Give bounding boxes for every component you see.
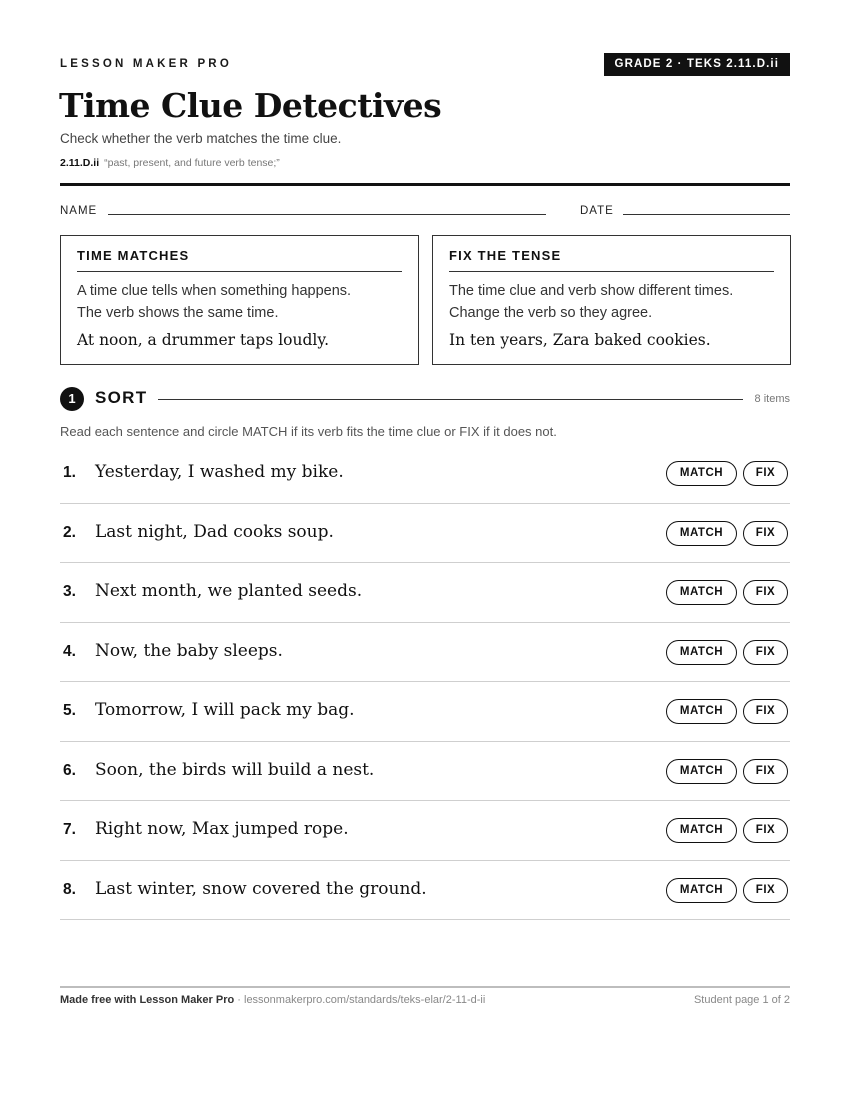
fix-button[interactable]: FIX [743, 818, 788, 843]
date-label: DATE [580, 205, 614, 217]
list-item [60, 742, 790, 802]
item-number: 5. [63, 702, 76, 719]
box-heading: FIX THE TENSE [449, 248, 774, 272]
box-example: In ten years, Zara baked cookies. [449, 331, 711, 349]
header-divider [60, 183, 790, 186]
section-title: SORT [95, 388, 148, 407]
fix-the-tense-box [432, 235, 791, 365]
fix-button[interactable]: FIX [743, 878, 788, 903]
standard-line [60, 157, 280, 169]
list-item [60, 801, 790, 861]
box-heading: TIME MATCHES [77, 248, 402, 272]
item-sentence: Right now, Max jumped rope. [95, 819, 349, 839]
grade-badge: GRADE 2 · TEKS 2.11.D.ii [604, 53, 790, 76]
fix-button[interactable]: FIX [743, 640, 788, 665]
box-text-line: The time clue and verb show different times. [449, 283, 734, 299]
box-text-line: The verb shows the same time. [77, 305, 279, 321]
match-button[interactable]: MATCH [666, 878, 737, 903]
list-item [60, 682, 790, 742]
item-sentence: Yesterday, I washed my bike. [95, 462, 344, 482]
footer-url: · lessonmakerpro.com/standards/teks-elar/2-11-d-ii [234, 994, 486, 1006]
match-button[interactable]: MATCH [666, 640, 737, 665]
match-button[interactable]: MATCH [666, 461, 737, 486]
item-sentence: Last night, Dad cooks soup. [95, 521, 334, 542]
box-example: At noon, a drummer taps loudly. [77, 331, 329, 349]
match-button[interactable]: MATCH [666, 580, 737, 605]
item-sentence: Soon, the birds will build a nest. [95, 759, 375, 780]
footer-divider [60, 986, 790, 988]
box-body [449, 280, 774, 324]
page-indicator: Student page 1 of 2 [693, 994, 790, 1006]
list-item [60, 861, 790, 921]
item-list [60, 444, 790, 920]
item-sentence: Tomorrow, I will pack my bag. [95, 700, 355, 720]
item-number: 1. [63, 464, 76, 481]
date-field[interactable] [623, 214, 790, 215]
item-sentence: Now, the baby sleeps. [95, 640, 283, 661]
box-text-line: A time clue tells when something happens. [77, 283, 352, 299]
item-number: 2. [63, 523, 76, 541]
list-item [60, 444, 790, 504]
fix-button[interactable]: FIX [743, 580, 788, 605]
match-button[interactable]: MATCH [666, 759, 737, 784]
fix-button[interactable]: FIX [743, 521, 788, 546]
item-sentence: Next month, we planted seeds. [95, 581, 363, 601]
page-subtitle: Check whether the verb matches the time clue. [60, 131, 342, 146]
name-label: NAME [60, 205, 98, 217]
brand-name: LESSON MAKER PRO [60, 58, 232, 70]
name-field[interactable] [108, 214, 546, 215]
item-sentence: Last winter, snow covered the ground. [95, 878, 427, 899]
section-instructions: Read each sentence and circle MATCH if its verb fits the time clue or FIX if it does not. [60, 424, 557, 439]
footer-made-with: Made free with Lesson Maker Pro [60, 994, 235, 1006]
fix-button[interactable]: FIX [743, 759, 788, 784]
box-text-line: Change the verb so they agree. [449, 305, 653, 321]
list-item [60, 623, 790, 683]
match-button[interactable]: MATCH [666, 699, 737, 724]
item-number: 8. [63, 880, 76, 898]
fix-button[interactable]: FIX [743, 699, 788, 724]
item-number: 3. [63, 583, 76, 600]
match-button[interactable]: MATCH [666, 521, 737, 546]
item-count: 8 items [754, 393, 790, 405]
section-number-badge: 1 [60, 387, 84, 411]
fix-button[interactable]: FIX [743, 461, 788, 486]
standard-text: “past, present, and future verb tense;” [104, 157, 280, 169]
standard-code: 2.11.D.ii [60, 157, 100, 169]
box-body [77, 280, 402, 324]
page-title: Time Clue Detectives [59, 86, 442, 125]
list-item [60, 504, 790, 564]
match-button[interactable]: MATCH [666, 818, 737, 843]
item-number: 7. [63, 821, 76, 838]
time-matches-box [60, 235, 419, 365]
item-number: 4. [63, 642, 76, 660]
list-item [60, 563, 790, 623]
footer-credit [60, 994, 485, 1006]
item-number: 6. [63, 761, 76, 779]
section-divider [158, 399, 743, 400]
